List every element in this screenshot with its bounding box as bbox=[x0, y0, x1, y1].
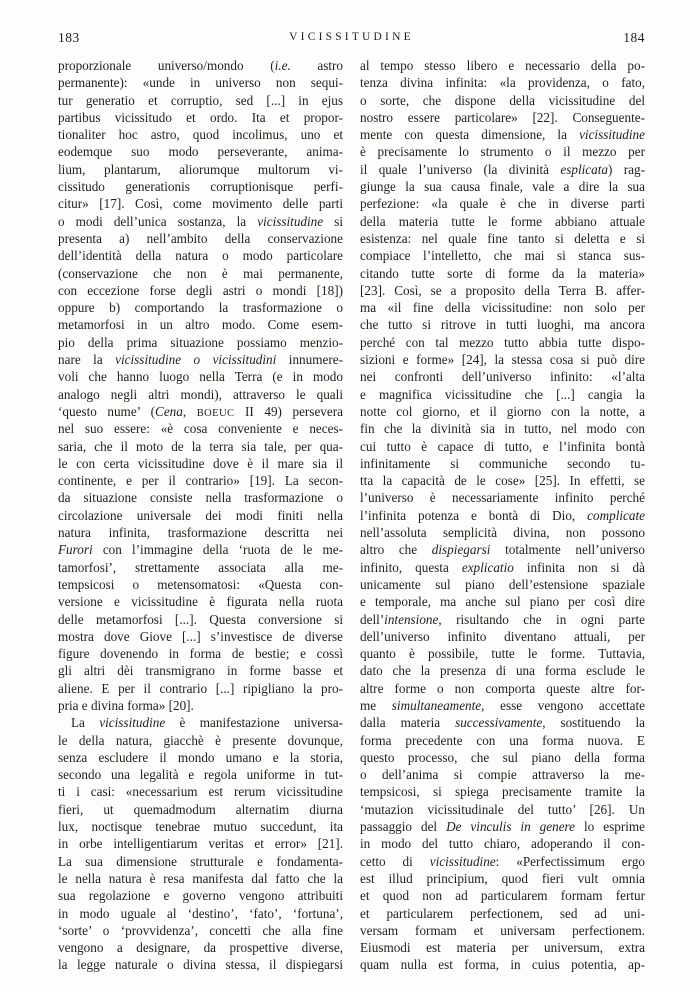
text-line: metamorfosi in un altro modo. Come esem- bbox=[58, 317, 343, 333]
text-line: lium, plantarum, aliorumque multorum vi- bbox=[58, 161, 343, 177]
text-line: secondo una legalità e regola uniforme in tut- bbox=[58, 767, 343, 783]
text-line: sizioni e forme» [24], la stessa cosa si può dire bbox=[360, 352, 645, 368]
text-line: la legge naturale o divina stessa, il dispiegarsi bbox=[58, 957, 343, 973]
text-line: infinito, questa explicatio infinita non si dà bbox=[360, 559, 645, 575]
text-line: fieri, ut quemadmodum alternatim diurna bbox=[58, 801, 343, 817]
left-column bbox=[58, 57, 343, 992]
text-line: questo processo, che sul piano della forma bbox=[360, 749, 645, 765]
text-line: passaggio del De vinculis in genere lo esprime bbox=[360, 819, 645, 835]
text-line: Eiusmodi est materia per universum, extra bbox=[360, 940, 645, 956]
text-line: nei confronti dell’universo infinito: «l’alta bbox=[360, 369, 645, 385]
text-line: dell’identità della natura o modo particolare bbox=[58, 248, 343, 264]
text-line: lux, noctisque tenebrae mutuo succedunt, ita bbox=[58, 819, 343, 835]
text-line: et particularem perfectionem, sed ad uni- bbox=[360, 905, 645, 921]
text-line: quanto è possibile, tutte le forme. Tuttavia, bbox=[360, 646, 645, 662]
text-line: versam formam et universam perfectionem. bbox=[360, 922, 645, 938]
text-line: dalla materia successivamente, sostituendo la bbox=[360, 715, 645, 731]
text-line: le con certa vicissitudine dove è il mare sia il bbox=[58, 455, 343, 471]
text-line: esistenza: nel quale fine tanto si deletta e si bbox=[360, 230, 645, 246]
text-line: unicamente sul piano dell’estensione spaziale bbox=[360, 576, 645, 592]
running-title: VICISSITUDINE bbox=[289, 31, 414, 43]
text-line: figure dovenendo in forma de bestie; e cossì bbox=[58, 646, 343, 662]
text-line: ti i casi: «necessarium est rerum vicissitudine bbox=[58, 784, 343, 800]
text-line: citando tutte sorte di forme da la materia» bbox=[360, 265, 645, 281]
text-line: il quale l’universo (la divinità esplicata) rag- bbox=[360, 161, 645, 177]
text-line: permanente): «unde in universo non sequi- bbox=[58, 75, 343, 91]
text-line: compiace l’intelletto, che mai si stanca sus- bbox=[360, 248, 645, 264]
text-line: tur generatio et corruptio, sed [...] in ejus bbox=[58, 92, 343, 108]
text-line: ma «il fine della vicissitudine: non solo per bbox=[360, 300, 645, 316]
right-column bbox=[360, 57, 645, 992]
text-line: le della natura, giacchè è presente dovunque, bbox=[58, 732, 343, 748]
text-line: citur» [17]. Così, come movimento delle parti bbox=[58, 196, 343, 212]
running-header bbox=[58, 30, 645, 48]
text-line: l’infinita potenza e bontà di Dio, complicate bbox=[360, 507, 645, 523]
text-line: tamorfosi’, strettamente associata alla me- bbox=[58, 559, 343, 575]
body-text bbox=[58, 57, 645, 992]
page-number-right: 184 bbox=[623, 30, 645, 45]
text-line: tta la capacità de le cose» [25]. In effetti, se bbox=[360, 473, 645, 489]
text-line: in modo uguale al ‘destino’, ‘fato’, ‘fortuna’, bbox=[58, 905, 343, 921]
text-line: cetto di vicissitudine: «Perfectissimum ergo bbox=[360, 853, 645, 869]
text-line: continente, e per il contrario» [19]. La secon- bbox=[58, 473, 343, 489]
text-line: vengono a designare, da prospettive diverse, bbox=[58, 940, 343, 956]
text-line: nostro essere particolare» [22]. Conseguente- bbox=[360, 109, 645, 125]
text-line: nell’assoluta semplicità divina, non possono bbox=[360, 525, 645, 541]
text-line: nel suo essere: «è cosa conveniente e neces- bbox=[58, 421, 343, 437]
text-line: tionaliter hoc astro, quod incolimus, uno et bbox=[58, 127, 343, 143]
text-line: o dell’anima si compie attraverso la me- bbox=[360, 767, 645, 783]
text-line: gli altri dèi transmigrano in forme basse et bbox=[58, 663, 343, 679]
text-line: senza escludere il mondo umano e la storia, bbox=[58, 749, 343, 765]
text-line: pio della prima situazione possiamo menzio- bbox=[58, 334, 343, 350]
text-line: aliene. E per il contrario [...] ripigliano la pro- bbox=[58, 680, 343, 696]
text-line: mente con questa dimensione, la vicissitudine bbox=[360, 127, 645, 143]
text-line: nare la vicissitudine o vicissitudini innumere- bbox=[58, 352, 343, 368]
text-line: che tutto si ritrove in tutti luoghi, ma ancora bbox=[360, 317, 645, 333]
text-line: (conservazione che non è mai permanente, bbox=[58, 265, 343, 281]
text-line: versione e vicissitudine è figurata nella ruota bbox=[58, 594, 343, 610]
text-line: proporzionale universo/mondo (i.e. astro bbox=[58, 58, 343, 73]
text-line: La sua dimensione strutturale e fondamenta- bbox=[58, 853, 343, 869]
text-line: tempsicosi, si spiega precisamente tramite la bbox=[360, 784, 645, 800]
text-line: et quod non ad particularem formam fertur bbox=[360, 888, 645, 904]
text-line: in modo del tutto chiaro, adoperando il con- bbox=[360, 836, 645, 852]
text-line: notte col giorno, et il giorno con la notte, a bbox=[360, 403, 645, 419]
text-line: cui tutto è capace di tutto, e l’infinita bontà bbox=[360, 438, 645, 454]
text-line: ‘mutazion vicissitudinale del tutto’ [26]. Un bbox=[360, 801, 645, 817]
text-line: Furori con l’immagine della ‘ruota de le me- bbox=[58, 542, 343, 558]
text-line: circolazione universale dei modi finiti nella bbox=[58, 507, 343, 523]
text-line: natura infinita, trasformazione descritta nei bbox=[58, 525, 343, 541]
text-line: tenza divina infinita: «la providenza, o fato, bbox=[360, 75, 645, 91]
text-line: e temporale, ma anche sul piano per così dire bbox=[360, 594, 645, 610]
text-line: sua regolazione e governo vengono attribuiti bbox=[58, 888, 343, 904]
text-line: mostra dove Giove [...] s’investisce de diverse bbox=[58, 628, 343, 644]
text-line: altro che dispiegarsi totalmente nell’universo bbox=[360, 542, 645, 558]
text-line: altre forme o non comporta queste altre for- bbox=[360, 680, 645, 696]
text-line: cissitudo generationis corruptionisque perfi- bbox=[58, 179, 343, 195]
text-line: in orbe intelligentiarum veritas et error» [21]. bbox=[58, 836, 343, 852]
text-line: ‘sorte’ o ‘provvidenza’, concetti che alla fine bbox=[58, 922, 343, 938]
text-line: tempsicosi o metensomatosi: «Questa con- bbox=[58, 576, 343, 592]
text-line: me simultaneamente, esse vengono accettate bbox=[360, 697, 645, 713]
text-line: delle metamorfosi [...]. Questa conversione si bbox=[58, 611, 343, 627]
text-line: dato che la presenza di una forma esclude le bbox=[360, 663, 645, 679]
text-line: oppure b) comportando la trasformazione o bbox=[58, 300, 343, 316]
text-line: o modi dell’unica sostanza, la vicissitudine si bbox=[58, 213, 343, 229]
page-number-left: 183 bbox=[58, 30, 80, 45]
text-line: voli che hanno luogo nella Terra (e in modo bbox=[58, 369, 343, 385]
text-line: infinitamente si communiche secondo tu- bbox=[360, 455, 645, 471]
text-line: con eccezione forse degli astri o mondi [18]) bbox=[58, 282, 343, 298]
text-line: l’universo è necessariamente infinito perché bbox=[360, 490, 645, 506]
text-line: della materia tutte le forme abbiano attuale bbox=[360, 213, 645, 229]
text-line: analogo negli altri mondi), attraverso le quali bbox=[58, 386, 343, 402]
text-line: e magnifica vicissitudine che [...] cangia la bbox=[360, 386, 645, 402]
text-line: dell’intensione, risultando che in ogni parte bbox=[360, 611, 645, 627]
text-line: La vicissitudine è manifestazione universa- bbox=[71, 715, 343, 731]
text-line: forma precedente con una forma nuova. E bbox=[360, 732, 645, 748]
text-line: o sorte, che dispone della vicissitudine del bbox=[360, 92, 645, 108]
text-line: perché con tal mezzo tutto abbia tutte dispo- bbox=[360, 334, 645, 350]
text-line: al tempo stesso libero e necessario della po- bbox=[360, 58, 645, 73]
text-line: fin che la divinità sia in tutto, nel modo con bbox=[360, 421, 645, 437]
text-line: perfezione: «la quale è che in diverse parti bbox=[360, 196, 645, 212]
text-line: saria, che il moto de la terra sia tale, per qua- bbox=[58, 438, 343, 454]
text-line: ‘questo nume’ (Cena, BOEUC II 49) persevera bbox=[58, 403, 343, 419]
text-line: [23]. Così, se a proposito della Terra B. affer- bbox=[360, 282, 645, 298]
text-line: giunge la sua causa finale, vale a dire la sua bbox=[360, 179, 645, 195]
text-line: eodemque suo modo perseverante, anima- bbox=[58, 144, 343, 160]
text-line: partibus vicissitudo et ordo. Ita et propor- bbox=[58, 109, 343, 125]
text-line: quam nulla est forma, in cuius potentia, ap- bbox=[360, 957, 645, 973]
text-line: pria e divina forma» [20]. bbox=[58, 697, 194, 713]
text-line: presenta a) nell’ambito della conservazione bbox=[58, 230, 343, 246]
text-line: est illud principium, quod fieri vult omnia bbox=[360, 870, 645, 886]
text-line: dell’universo infinito diventano attuali, per bbox=[360, 628, 645, 644]
text-line: da situazione consiste nella trasformazione o bbox=[58, 490, 343, 506]
text-line: le nella natura è resa manifesta dal fatto che la bbox=[58, 870, 343, 886]
text-line: è precisamente lo strumento o il mezzo per bbox=[360, 144, 645, 160]
